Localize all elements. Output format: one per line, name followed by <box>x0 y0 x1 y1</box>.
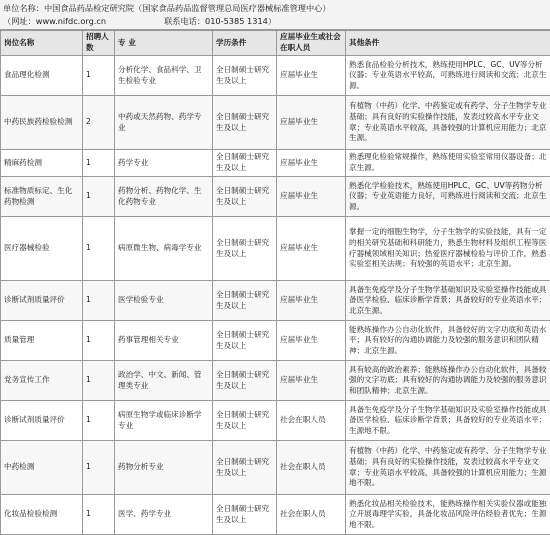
table-row <box>1 495 550 535</box>
count-cell: 1 <box>83 441 115 495</box>
position-cell: 党务宣传工作 <box>1 361 83 401</box>
major-cell: 分析化学、食品科学、卫生检验专业 <box>115 56 213 96</box>
count-cell: 1 <box>83 56 115 96</box>
position-cell: 中药检测 <box>1 441 83 495</box>
position-cell: 质量管理 <box>1 321 83 361</box>
count-cell: 1 <box>83 361 115 401</box>
count-cell: 1 <box>83 177 115 217</box>
candidate-cell: 应届毕业生 <box>277 150 346 177</box>
other-cell: 有植物（中药）化学、中药鉴定或有药学、分子生物学专业基础；具有良好的实验操作技能，发表过较高水平专业文章；专业英语水平较高，具备较强的计算机应用能力；北京生源。 <box>346 96 550 150</box>
other-cell: 熟悉理化检验常规操作，熟练使用实验室常用仪器设备；北京生源。 <box>346 150 550 177</box>
count-cell: 1 <box>83 217 115 281</box>
table-row <box>1 177 550 217</box>
count-cell: 1 <box>83 401 115 441</box>
other-cell: 能熟练操作办公自动化软件，具备较好的文字功底和英语水平；具有较好的沟通协调能力及较强的服务意识和团队精神；北京生源。 <box>346 321 550 361</box>
table-row <box>1 96 550 150</box>
other-cell: 具备生免疫学及分子生物学基础知识及实验室操作技能或具备医学检验、临床诊断学背景；具备较好的专业英语水平；生源地不限。 <box>346 401 550 441</box>
major-cell: 药学专业 <box>115 150 213 177</box>
candidate-cell: 社会在职人员 <box>277 495 346 535</box>
education-cell: 全日制硕士研究生及以上 <box>213 96 277 150</box>
candidate-cell: 应届毕业生 <box>277 177 346 217</box>
count-cell: 2 <box>83 96 115 150</box>
count-cell: 1 <box>83 321 115 361</box>
major-cell: 药事管理相关专业 <box>115 321 213 361</box>
major-cell: 药物分析专业 <box>115 441 213 495</box>
candidate-cell: 应届毕业生 <box>277 217 346 281</box>
job-table <box>0 30 550 535</box>
table-row <box>1 401 550 441</box>
count-cell: 1 <box>83 495 115 535</box>
education-cell: 全日制硕士研究生及以上 <box>213 56 277 96</box>
other-cell: 熟悉化妆品相关检验技术，能熟练操作相关实验仪器或能独立开展毒理学实验，具备化妆品风险评估经验者优先；生源地不限。 <box>346 495 550 535</box>
phone-text: 联系电话：010-5385 1314） <box>164 16 276 26</box>
other-cell: 具备生免疫学及分子生物学基础知识及实验室操作技能或具备医学检验、临床诊断学背景；具备较好的专业英语水平；北京生源。 <box>346 281 550 321</box>
other-cell: 熟悉食品检验分析技术，熟练使用HPLC、GC、UV等分析仪器；专业英语水平较高，可熟练进行阅读和交流；北京生源。 <box>346 56 550 96</box>
table-row <box>1 361 550 401</box>
table-header-row <box>1 31 550 56</box>
unit-name: 中国食品药品检定研究院（国家食品药品监督管理总局医疗器械标准管理中心） <box>44 3 331 13</box>
position-cell: 化妆品检验检测 <box>1 495 83 535</box>
other-cell: 具有较高的政治素养；能熟练操作办公自动化软件，具备较强的文字功底；具有较好的沟通协调能力及较强的服务意识和团队精神；北京生源。 <box>346 361 550 401</box>
candidate-cell: 应届毕业生 <box>277 321 346 361</box>
col-header-candidate: 应届毕业生或社会在职人员 <box>277 31 346 56</box>
position-cell: 诊断试剂质量评价 <box>1 401 83 441</box>
count-cell: 1 <box>83 150 115 177</box>
education-cell: 全日制硕士研究生及以上 <box>213 361 277 401</box>
table-row <box>1 150 550 177</box>
other-cell: 熟悉化学检验技术，熟练使用HPLC、GC、UV等药物分析仪器；专业英语能力良好，可熟练进行阅读和交流；北京生源。 <box>346 177 550 217</box>
candidate-cell: 应届毕业生 <box>277 56 346 96</box>
table-row <box>1 441 550 495</box>
document-header <box>0 0 550 30</box>
education-cell: 全日制硕士研究生及以上 <box>213 217 277 281</box>
position-cell: 精麻药检测 <box>1 150 83 177</box>
education-cell: 全日制硕士研究生及以上 <box>213 495 277 535</box>
major-cell: 病原微生物、病毒学专业 <box>115 217 213 281</box>
col-header-position: 岗位名称 <box>1 31 83 56</box>
candidate-cell: 社会在职人员 <box>277 441 346 495</box>
unit-line <box>3 2 547 15</box>
major-cell: 医学、药学专业 <box>115 495 213 535</box>
col-header-other: 其他条件 <box>346 31 550 56</box>
education-cell: 全日制硕士研究生及以上 <box>213 177 277 217</box>
count-cell: 1 <box>83 281 115 321</box>
position-cell: 食品理化检测 <box>1 56 83 96</box>
candidate-cell: 社会在职人员 <box>277 401 346 441</box>
education-cell: 全日制硕士研究生及以上 <box>213 281 277 321</box>
position-cell: 标准物质标定、生化药物检测 <box>1 177 83 217</box>
major-cell: 药物分析、药物化学、生化药物专业 <box>115 177 213 217</box>
website-text: （网址：www.nifdc.org.cn <box>3 16 106 26</box>
major-cell: 医学检验专业 <box>115 281 213 321</box>
position-cell: 诊断试剂质量评价 <box>1 281 83 321</box>
education-cell: 全日制硕士研究生及以上 <box>213 401 277 441</box>
education-cell: 全日制硕士研究生及以上 <box>213 321 277 361</box>
unit-label: 单位名称： <box>3 3 44 13</box>
col-header-major: 专 业 <box>115 31 213 56</box>
candidate-cell: 应届毕业生 <box>277 281 346 321</box>
education-cell: 全日制硕士研究生及以上 <box>213 441 277 495</box>
table-row <box>1 217 550 281</box>
candidate-cell: 应届毕业生 <box>277 361 346 401</box>
col-header-education: 学历条件 <box>213 31 277 56</box>
col-header-count: 招聘人数 <box>83 31 115 56</box>
major-cell: 政治学、中文、新闻、管理类专业 <box>115 361 213 401</box>
position-cell: 中药民族药检验检测 <box>1 96 83 150</box>
table-row <box>1 281 550 321</box>
education-cell: 全日制硕士研究生及以上 <box>213 150 277 177</box>
major-cell: 病原生物学或临床诊断学专业 <box>115 401 213 441</box>
contact-line <box>3 15 547 28</box>
table-row <box>1 321 550 361</box>
candidate-cell: 应届毕业生 <box>277 96 346 150</box>
major-cell: 中药或天然药物、药学专业 <box>115 96 213 150</box>
other-cell: 有植物（中药）化学、中药鉴定或有药学、分子生物学专业基础；具有良好的实验操作技能，发表过较高水平专业文章；专业英语水平较高，具备较强的计算机应用能力；生源地不限。 <box>346 441 550 495</box>
position-cell: 医疗器械检验 <box>1 217 83 281</box>
other-cell: 掌握一定的细胞生物学，分子生物学的实验技能，具有一定的相关研究基础和科研能力，熟悉生物材料及组织工程等医疗器械领域相关知识；热爱医疗器械检验与评价工作，熟悉实验室相关法规；有较强的英语水平；北京生源。 <box>346 217 550 281</box>
table-row <box>1 56 550 96</box>
